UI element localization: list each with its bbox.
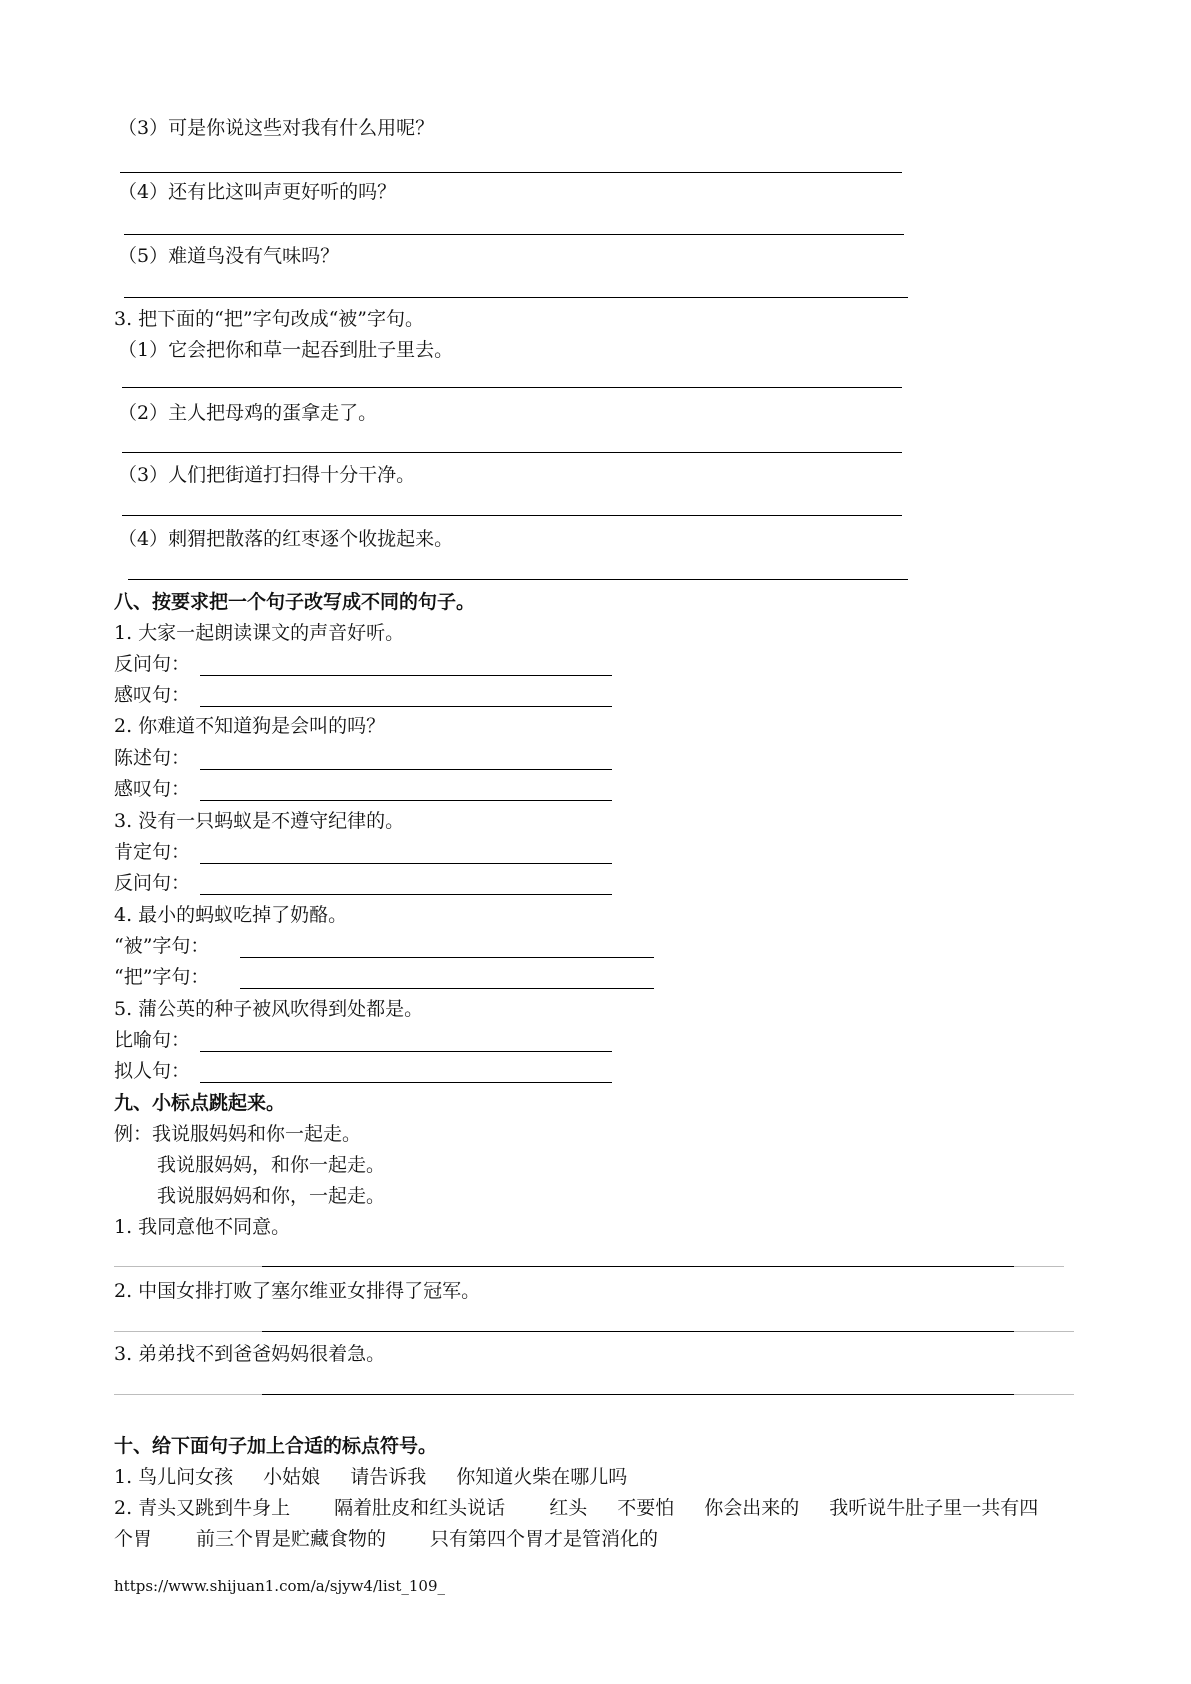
q3-item-2: （2）主人把母鸡的蛋拿走了。: [118, 402, 378, 424]
answer-line[interactable]: [200, 769, 612, 770]
s10-q2-seg: 你会出来的: [704, 1497, 800, 1519]
answer-line[interactable]: [240, 988, 654, 989]
s9-q2: 2. 中国女排打败了塞尔维亚女排得了冠军。: [114, 1280, 481, 1302]
s9-example-3: 我说服妈妈和你，一起走。: [157, 1185, 386, 1207]
s10-q1: [114, 1465, 627, 1489]
q2-item-5: （5）难道鸟没有气味吗？: [118, 245, 340, 267]
s9-q1: 1. 我同意他不同意。: [114, 1216, 291, 1238]
s10-q1-seg: 请告诉我: [350, 1466, 427, 1488]
s8-q4-label-a: “被”字句：: [114, 935, 210, 957]
s8-q1-label-b: 感叹句：: [114, 684, 191, 706]
q3-item-4: （4）刺猬把散落的红枣逐个收拢起来。: [118, 528, 454, 550]
section-9-title: 九、小标点跳起来。: [114, 1092, 286, 1114]
s8-q1: 1. 大家一起朗读课文的声音好听。: [114, 622, 405, 644]
s10-q2-seg: 个胃: [114, 1528, 153, 1550]
answer-line-inner: [262, 1266, 1014, 1267]
answer-line[interactable]: [200, 706, 612, 707]
s10-q2-seg: 前三个胃是贮藏食物的: [196, 1528, 387, 1550]
answer-line[interactable]: [120, 172, 902, 173]
q3-title: 3. 把下面的“把”字句改成“被”字句。: [114, 308, 425, 330]
s8-q2: 2. 你难道不知道狗是会叫的吗？: [114, 715, 386, 737]
q3-item-1: （1）它会把你和草一起吞到肚子里去。: [118, 339, 454, 361]
s10-q1-seg: 你知道火柴在哪儿吗: [456, 1466, 628, 1488]
q2-item-3: （3）可是你说这些对我有什么用呢？: [118, 117, 435, 139]
s10-q2-line2: [114, 1527, 658, 1551]
q3-item-3: （3）人们把街道打扫得十分干净。: [118, 464, 416, 486]
answer-line[interactable]: [200, 800, 612, 801]
s9-example-1: 例：我说服妈妈和你一起走。: [114, 1123, 362, 1145]
s9-example-2: 我说服妈妈，和你一起走。: [157, 1154, 386, 1176]
s8-q5: 5. 蒲公英的种子被风吹得到处都是。: [114, 998, 424, 1020]
answer-line[interactable]: [200, 894, 612, 895]
s8-q3: 3. 没有一只蚂蚁是不遵守纪律的。: [114, 810, 405, 832]
section-10-title: 十、给下面句子加上合适的标点符号。: [114, 1435, 438, 1457]
s10-q2-line1: [114, 1496, 1038, 1520]
answer-line[interactable]: [200, 1082, 612, 1083]
s10-q2-seg: 2. 青头又跳到牛身上: [114, 1497, 291, 1519]
s8-q4-label-b: “把”字句：: [114, 966, 210, 988]
answer-line[interactable]: [124, 234, 904, 235]
s8-q3-label-a: 肯定句：: [114, 841, 191, 863]
s8-q2-label-b: 感叹句：: [114, 778, 191, 800]
answer-line[interactable]: [240, 957, 654, 958]
answer-line[interactable]: [122, 515, 902, 516]
answer-line[interactable]: [122, 387, 902, 388]
s10-q2-seg: 红头: [549, 1497, 588, 1519]
answer-line[interactable]: [200, 675, 612, 676]
s8-q5-label-b: 拟人句：: [114, 1060, 191, 1082]
s10-q2-seg: 只有第四个胃才是管消化的: [430, 1528, 659, 1550]
s8-q3-label-b: 反问句：: [114, 872, 191, 894]
answer-line-inner: [262, 1394, 1014, 1395]
s9-q3: 3. 弟弟找不到爸爸妈妈很着急。: [114, 1343, 386, 1365]
s10-q1-seg: 1. 鸟儿问女孩: [114, 1466, 234, 1488]
footer-url[interactable]: https://www.shijuan1.com/a/sjyw4/list_109_: [114, 1577, 445, 1595]
s10-q2-seg: 隔着肚皮和红头说话: [334, 1497, 506, 1519]
q2-item-4: （4）还有比这叫声更好听的吗？: [118, 181, 397, 203]
section-8-title: 八、按要求把一个句子改写成不同的句子。: [114, 591, 476, 613]
s8-q5-label-a: 比喻句：: [114, 1029, 191, 1051]
s10-q2-seg: 不要怕: [617, 1497, 675, 1519]
answer-line[interactable]: [200, 1051, 612, 1052]
s8-q4: 4. 最小的蚂蚁吃掉了奶酪。: [114, 904, 348, 926]
answer-line-inner: [262, 1331, 1014, 1332]
s10-q1-seg: 小姑娘: [263, 1466, 321, 1488]
answer-line[interactable]: [122, 452, 902, 453]
s8-q1-label-a: 反问句：: [114, 653, 191, 675]
answer-line[interactable]: [200, 863, 612, 864]
s10-q2-seg: 我听说牛肚子里一共有四: [829, 1497, 1039, 1519]
s8-q2-label-a: 陈述句：: [114, 747, 191, 769]
answer-line[interactable]: [128, 579, 908, 580]
answer-line[interactable]: [124, 297, 908, 298]
